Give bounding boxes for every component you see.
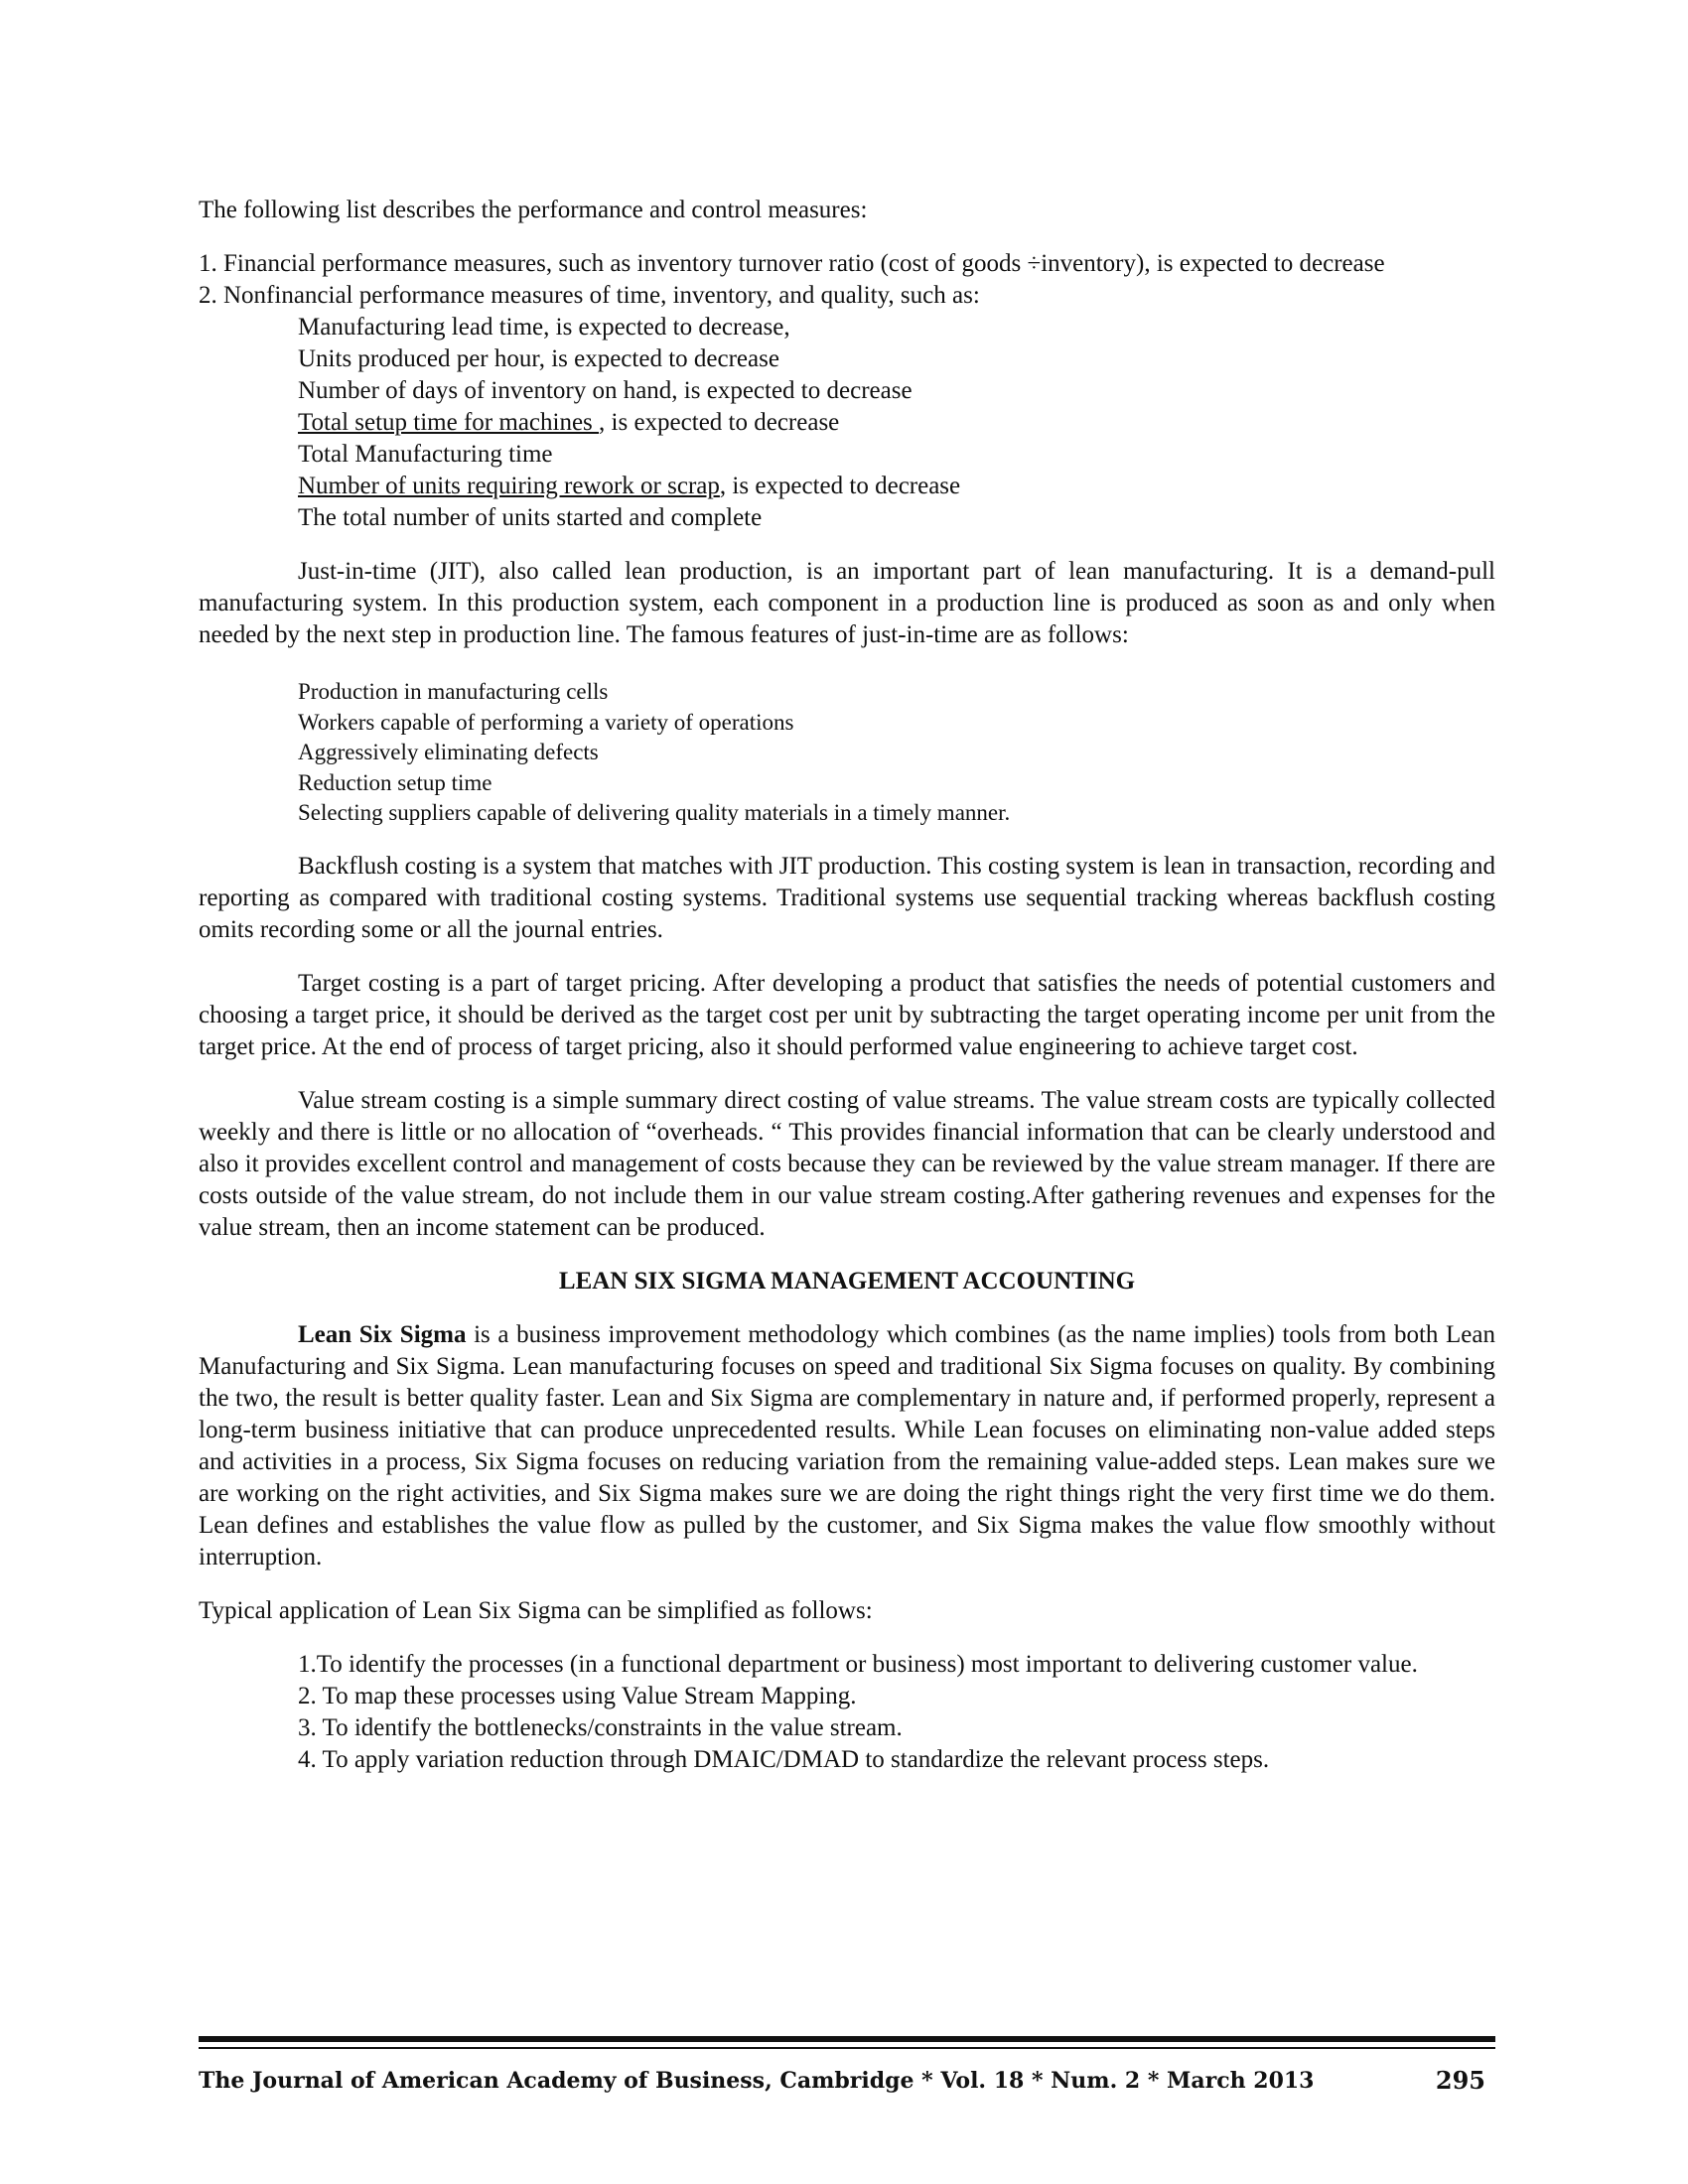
nonfinancial-item: Total setup time for machines , is expected to decrease <box>298 409 840 436</box>
page-number: 295 <box>1435 2066 1485 2095</box>
lean-six-sigma-paragraph: Lean Six Sigma is a business improvement methodology which combines (as the name implies) tools from both Lean Manufacturing and Six Sigma. Lean manufacturing focuses on speed and traditional Six Sigma focuses on quality. By combining the two, the result is better quality faster. Lean and Six Sigma are complementary in nature and, if performed properly, represent a long-term business initiative that can produce unprecedented results. While Lean focuses on eliminating non-value added steps and activities in a process, Six Sigma focuses on reducing variation from the remaining value-added steps. Lean makes sure we are working on the right activities, and Six Sigma makes sure we are doing the right things right the very first time we do them. Lean defines and establishes the value flow as pulled by the customer, and Six Sigma makes the value flow smoothly without interruption. <box>199 1320 1495 1570</box>
measures-list <box>199 248 1495 312</box>
list-item: Selecting suppliers capable of delivering quality materials in a timely manner. <box>298 800 1011 825</box>
target-costing-paragraph: Target costing is a part of target pricing. After developing a product that satisfies the needs of potential customers and choosing a target price, it should be derived as the target cost per unit by subtracting the target operating income per unit from the target price. At the end of process of target pricing, also it should performed value engineering to achieve target cost. <box>199 969 1495 1060</box>
typical-application-intro: Typical application of Lean Six Sigma can be simplified as follows: <box>199 1596 873 1624</box>
lss-steps-list <box>199 1649 1495 1776</box>
jit-paragraph: Just-in-time (JIT), also called lean production, is an important part of lean manufacturing. It is a demand-pull manufacturing system. In this production system, each component in a production line is produced as soon as and only when needed by the next step in production line. The famous features of just-in-time are as follows: <box>199 558 1495 648</box>
nonfinancial-item: Number of days of inventory on hand, is expected to decrease <box>298 377 913 404</box>
list-item: Workers capable of performing a variety of operations <box>298 709 794 735</box>
nonfinancial-item: Total Manufacturing time <box>298 441 553 468</box>
list-item: 2. To map these processes using Value Stream Mapping. <box>298 1682 857 1709</box>
nonfinancial-item: The total number of units started and complete <box>298 504 763 531</box>
measure-item-financial: 1. Financial performance measures, such as inventory turnover ratio (cost of goods ÷inventory), is expected to decrease <box>199 250 1385 277</box>
jit-features-list <box>199 677 1495 829</box>
underlined-text: Number of units requiring rework or scrap <box>298 473 720 499</box>
measure-item-nonfinancial: 2. Nonfinancial performance measures of time, inventory, and quality, such as: <box>199 282 980 309</box>
backflush-paragraph: Backflush costing is a system that matches with JIT production. This costing system is lean in transaction, recording and reporting as compared with traditional costing systems. Traditional systems use sequential tracking whereas backflush costing omits recording some or all the journal entries. <box>199 852 1495 943</box>
list-item: 3. To identify the bottlenecks/constraints in the value stream. <box>298 1713 903 1741</box>
page-footer <box>199 2065 1495 2097</box>
footer-rule-thin <box>199 2047 1495 2049</box>
list-item: Aggressively eliminating defects <box>298 740 599 764</box>
underlined-text: Total setup time for machines <box>298 409 600 436</box>
bold-term: Lean Six Sigma <box>298 1320 467 1348</box>
nonfinancial-item: Number of units requiring rework or scrap, is expected to decrease <box>298 473 961 499</box>
page-body <box>199 195 1495 1776</box>
list-item: Reduction setup time <box>298 769 492 795</box>
value-stream-paragraph: Value stream costing is a simple summary direct costing of value streams. The value stream costs are typically collected weekly and there is little or no allocation of “overheads. “ This provides financial information that can be clearly understood and also it provides excellent control and management of costs because they can be reviewed by the value stream manager. If there are costs outside of the value stream, do not include them in our value stream costing.After gathering revenues and expenses for the value stream, then an income statement can be produced. <box>199 1086 1495 1241</box>
journal-name: The Journal of American Academy of Business, Cambridge * Vol. 18 * Num. 2 * March 2013 <box>199 2068 1315 2094</box>
nonfinancial-item: Units produced per hour, is expected to decrease <box>298 345 779 372</box>
intro-text: The following list describes the performance and control measures: <box>199 197 868 223</box>
nonfinancial-item: Manufacturing lead time, is expected to decrease, <box>298 314 790 341</box>
footer-rule-thick <box>199 2036 1495 2042</box>
section-heading: LEAN SIX SIGMA MANAGEMENT ACCOUNTING <box>558 1267 1136 1295</box>
list-item: 4. To apply variation reduction through DMAIC/DMAD to standardize the relevant process steps. <box>298 1745 1270 1773</box>
nonfinancial-items <box>199 312 1495 534</box>
list-item: Production in manufacturing cells <box>298 679 609 704</box>
list-item: 1.To identify the processes (in a functional department or business) most important to delivering customer value. <box>298 1650 1418 1678</box>
